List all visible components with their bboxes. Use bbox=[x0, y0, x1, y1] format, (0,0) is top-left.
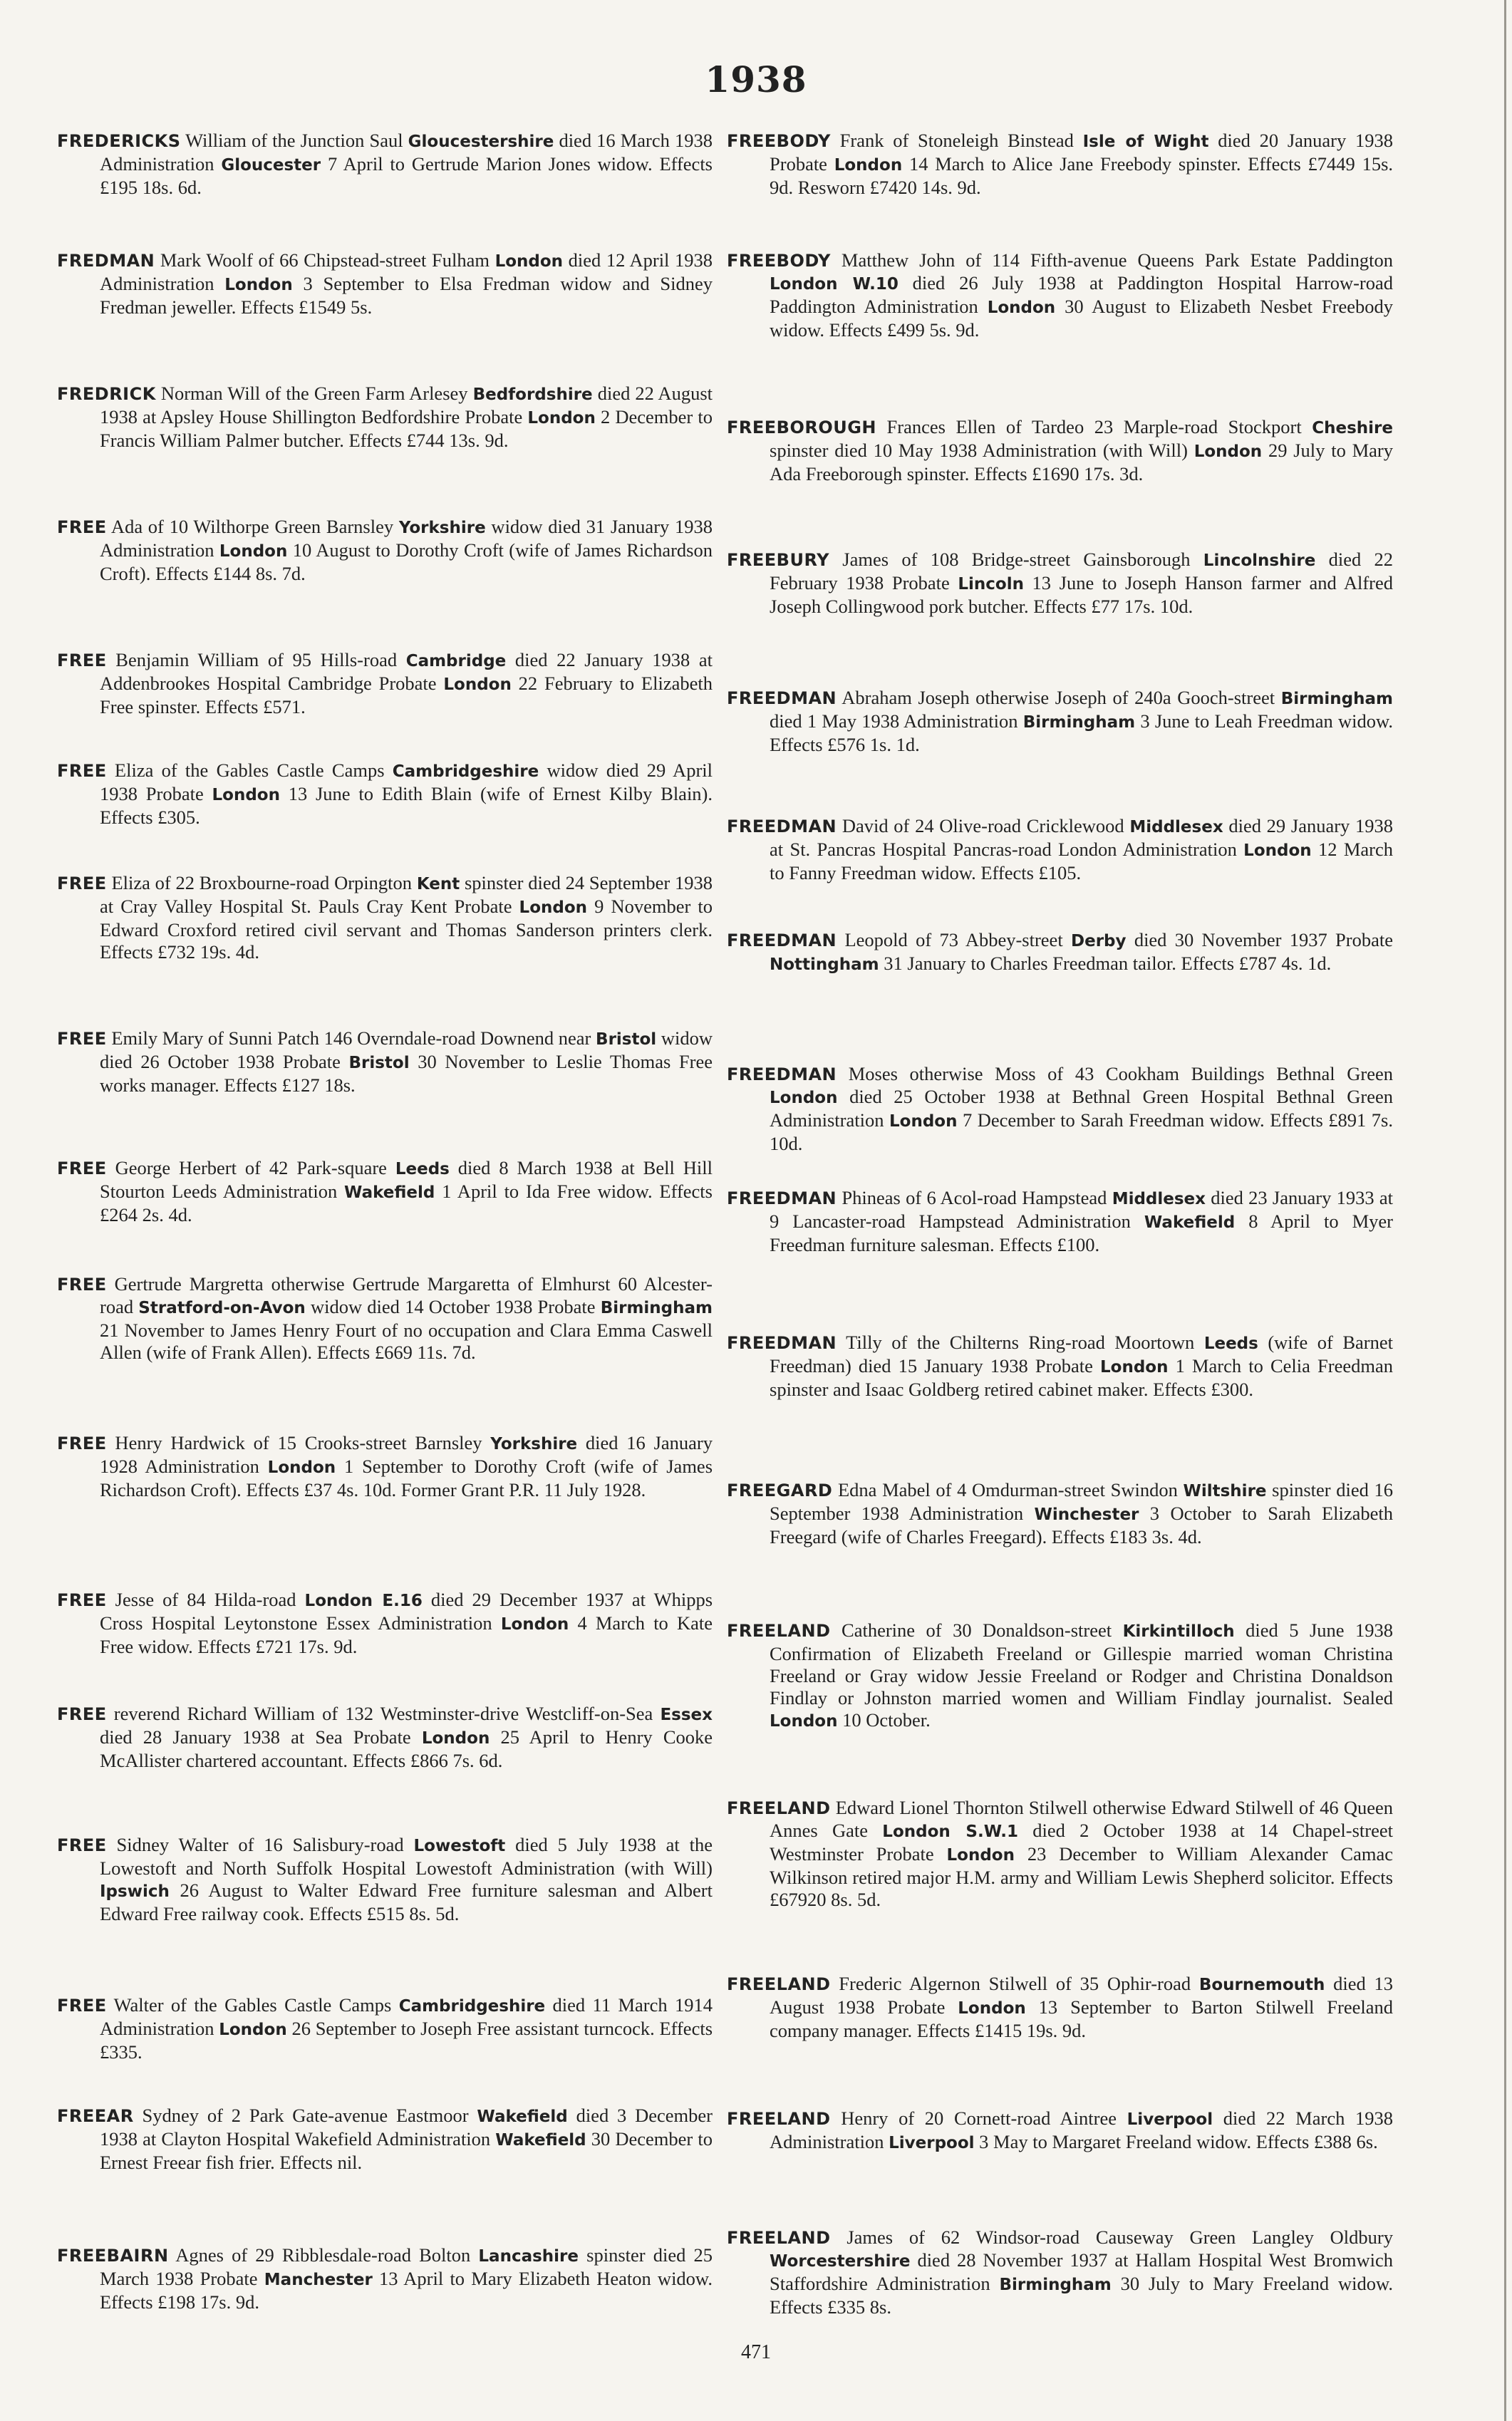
entry-text: Agnes of 29 Ribblesdale-road Bolton bbox=[168, 2244, 479, 2266]
entry-place-bold: London bbox=[770, 1089, 838, 1107]
probate-entry bbox=[727, 130, 1393, 199]
entry-place-bold: Bristol bbox=[348, 1054, 410, 1072]
entry-place-bold: Isle of Wight bbox=[1082, 133, 1209, 151]
entry-place-bold: Bedfordshire bbox=[472, 385, 593, 404]
probate-entry bbox=[727, 1063, 1393, 1155]
probate-entry bbox=[727, 1187, 1393, 1256]
probate-entry bbox=[727, 249, 1393, 341]
entry-place-bold: Liverpool bbox=[1127, 2110, 1213, 2129]
entry-text: James of 108 Bridge-street Gainsborough bbox=[829, 549, 1203, 570]
entry-place-bold: Middlesex bbox=[1112, 1190, 1206, 1208]
entry-surname: FREEBURY bbox=[727, 550, 829, 570]
entry-text: widow died 14 October 1938 Probate bbox=[305, 1296, 601, 1317]
entry-surname: FREEDMAN bbox=[727, 1188, 837, 1208]
entry-text: widow died 26 October 1938 Probate bbox=[100, 1027, 713, 1072]
entry-text: Benjamin William of 95 Hills-road bbox=[106, 649, 406, 670]
probate-entry bbox=[57, 1027, 713, 1097]
entry-text: died 29 December 1937 at Whipps Cross Hospital Leytonstone Essex Administration bbox=[100, 1589, 713, 1634]
entry-text: Norman Will of the Green Farm Arlesey bbox=[155, 383, 473, 404]
entry-text: 25 April to Henry Cooke McAllister chartered accountant. Effects £866 7s. 6d. bbox=[100, 1726, 713, 1771]
entry-text: 4 March to Kate Free widow. Effects £721 17s. 9d. bbox=[100, 1612, 713, 1657]
entry-text: Ada of 10 Wilthorpe Green Barnsley bbox=[106, 516, 399, 537]
entry-surname: FREEDMAN bbox=[727, 930, 837, 950]
probate-entry bbox=[57, 872, 713, 963]
entry-place-bold: Cambridge bbox=[405, 652, 507, 670]
entry-text: Matthew John of 114 Fifth-avenue Queens Park Estate Paddington bbox=[830, 249, 1393, 271]
entry-surname: FREE bbox=[57, 1835, 107, 1855]
entry-text: David of 24 Olive-road Cricklewood bbox=[837, 815, 1130, 836]
entry-place-bold: London bbox=[219, 542, 288, 561]
entry-text: William of the Junction Saul bbox=[180, 130, 408, 151]
entry-surname: FREEBODY bbox=[727, 131, 831, 151]
entry-place-bold: London bbox=[519, 898, 588, 917]
entry-place-bold: Bournemouth bbox=[1198, 1976, 1325, 1994]
entry-text: Henry Hardwick of 15 Crooks-street Barnsley bbox=[106, 1432, 491, 1453]
entry-place-bold: Wakefield bbox=[477, 2108, 568, 2126]
entry-surname: FREEAR bbox=[57, 2106, 134, 2126]
entry-text: Henry of 20 Cornett-road Aintree bbox=[830, 2108, 1127, 2129]
entry-place-bold: London W.10 bbox=[770, 275, 899, 294]
entry-text: reverend Richard William of 132 Westminster-drive Westcliff-on-Sea bbox=[106, 1703, 661, 1724]
entry-text: died 2 October 1938 at 14 Chapel-street Westminster Probate bbox=[770, 1820, 1394, 1865]
entry-place-bold: London bbox=[267, 1458, 336, 1477]
entry-place-bold: Lowestoft bbox=[413, 1837, 506, 1855]
probate-entry bbox=[727, 815, 1393, 884]
entry-place-bold: Wakefield bbox=[495, 2131, 586, 2150]
page-edge-rule bbox=[1504, 0, 1506, 2421]
probate-entry bbox=[727, 2226, 1393, 2318]
entry-place-bold: Gloucester bbox=[221, 156, 321, 175]
entry-place-bold: Leeds bbox=[1203, 1334, 1258, 1353]
entry-place-bold: Bristol bbox=[596, 1030, 657, 1049]
entry-text: George Herbert of 42 Park-square bbox=[106, 1157, 395, 1178]
entry-text: died 5 July 1938 at the Lowestoft and North Suffolk Hospital Lowestoft Administration (with Will) bbox=[100, 1834, 713, 1879]
probate-entry bbox=[57, 760, 713, 829]
probate-entry bbox=[727, 1797, 1393, 1911]
probate-entry bbox=[57, 249, 713, 318]
entry-surname: FREEDMAN bbox=[727, 1064, 837, 1084]
entry-place-bold: Gloucestershire bbox=[408, 133, 554, 151]
entry-text: Phineas of 6 Acol-road Hampstead bbox=[837, 1187, 1112, 1208]
entry-place-bold: Cheshire bbox=[1312, 419, 1393, 437]
probate-entry bbox=[727, 2108, 1393, 2155]
entry-place-bold: Wiltshire bbox=[1183, 1482, 1267, 1500]
entry-text: 29 July to Mary Ada Freeborough spinster. Effects £1690 17s. 3d. bbox=[770, 440, 1393, 484]
entry-place-bold: London bbox=[946, 1846, 1015, 1865]
entry-text: Eliza of 22 Broxbourne-road Orpington bbox=[106, 872, 417, 893]
entry-surname: FREE bbox=[57, 1158, 107, 1178]
entry-text: died 29 January 1938 at St. Pancras Hospital Pancras-road London Administration bbox=[770, 815, 1393, 860]
probate-entry bbox=[57, 1703, 713, 1772]
entry-text: died 12 April 1938 Administration bbox=[100, 249, 713, 294]
entry-surname: FREELAND bbox=[727, 1621, 831, 1641]
entry-surname: FREE bbox=[57, 650, 107, 670]
entry-place-bold: Essex bbox=[660, 1706, 713, 1724]
entry-place-bold: Kent bbox=[416, 875, 460, 893]
entry-place-bold: London bbox=[421, 1729, 490, 1748]
entry-place-bold: Winchester bbox=[1034, 1505, 1139, 1524]
entry-text: Emily Mary of Sunni Patch 146 Overndale-road Downend near bbox=[106, 1027, 596, 1049]
entry-text: 14 March to Alice Jane Freebody spinster. Effects £7449 15s. 9d. Resworn £7420 14s. 9d. bbox=[770, 153, 1394, 198]
entry-surname: FREEDMAN bbox=[727, 1333, 837, 1353]
probate-entry bbox=[727, 549, 1393, 618]
entry-text: died 26 July 1938 at Paddington Hospital Harrow-road Paddington Administration bbox=[770, 272, 1394, 317]
entry-text: died 3 December 1938 at Clayton Hospital Wakefield Administration bbox=[100, 2105, 713, 2150]
entry-text: Abraham Joseph otherwise Joseph of 240a Gooch-street bbox=[837, 687, 1281, 708]
entry-text: 7 December to Sarah Freedman widow. Effects £891 7s. 10d. bbox=[770, 1109, 1393, 1154]
probate-entry bbox=[57, 1157, 713, 1226]
entry-place-bold: London bbox=[219, 2021, 287, 2039]
entry-text: 10 October. bbox=[837, 1709, 931, 1731]
entry-surname: FREE bbox=[57, 1275, 107, 1295]
entry-place-bold: Stratford-on-Avon bbox=[138, 1299, 306, 1317]
entry-text: 10 August to Dorothy Croft (wife of James Richardson Croft). Effects £144 8s. 7d. bbox=[100, 539, 713, 584]
entry-text: Edward Lionel Thornton Stilwell otherwise Edward Stilwell of 46 Queen Annes Gate bbox=[770, 1797, 1393, 1841]
entry-text: 3 October to Sarah Elizabeth Freegard (wife of Charles Freegard). Effects £183 3s. 4d. bbox=[770, 1503, 1394, 1548]
entry-place-bold: London bbox=[987, 299, 1056, 317]
entry-place-bold: Nottingham bbox=[770, 955, 879, 974]
entry-text: 3 May to Margaret Freeland widow. Effects £388 6s. bbox=[974, 2131, 1378, 2152]
entry-text: 13 April to Mary Elizabeth Heaton widow. Effects £198 17s. 9d. bbox=[100, 2268, 713, 2313]
entry-surname: FREELAND bbox=[727, 1798, 831, 1818]
entry-text: 3 June to Leah Freedman widow. Effects £576 1s. 1d. bbox=[770, 710, 1394, 755]
entry-place-bold: Wakefield bbox=[344, 1183, 435, 1202]
probate-entry bbox=[57, 516, 713, 585]
entry-text: died 11 March 1914 Administration bbox=[100, 1994, 713, 2039]
entry-surname: FREELAND bbox=[727, 2109, 831, 2129]
entry-text: 1 September to Dorothy Croft (wife of James Richardson Croft). Effects £37 4s. 10d. Former Grant P.R. 11 July 1928. bbox=[100, 1456, 713, 1500]
probate-entry bbox=[727, 687, 1393, 756]
entry-place-bold: London bbox=[443, 675, 512, 694]
entry-text: spinster died 16 September 1938 Administration bbox=[770, 1479, 1394, 1524]
entry-text: died 22 January 1938 at Addenbrookes Hospital Cambridge Probate bbox=[100, 649, 713, 694]
entry-surname: FREE bbox=[57, 1029, 107, 1049]
page-year-heading: 1938 bbox=[705, 58, 807, 100]
entry-place-bold: Derby bbox=[1071, 932, 1127, 950]
entry-text: died 1 May 1938 Administration bbox=[770, 710, 1023, 732]
entry-surname: FREEGARD bbox=[727, 1481, 833, 1500]
entry-text: Tilly of the Chilterns Ring-road Moortown bbox=[837, 1332, 1204, 1353]
entry-surname: FREELAND bbox=[727, 2228, 831, 2248]
entry-surname: FREEBOROUGH bbox=[727, 418, 877, 437]
entry-text: Catherine of 30 Donaldson-street bbox=[830, 1619, 1123, 1641]
entry-text: 30 July to Mary Freeland widow. Effects £335 8s. bbox=[770, 2273, 1393, 2318]
entry-surname: FREE bbox=[57, 873, 107, 893]
entry-text: Jesse of 84 Hilda-road bbox=[106, 1589, 305, 1610]
entry-place-bold: London bbox=[770, 1712, 838, 1731]
entry-text: 22 February to Elizabeth Free spinster. Effects £571. bbox=[100, 673, 713, 717]
entry-text: Gertrude Margretta otherwise Gertrude Margaretta of Elmhurst 60 Alcester-road bbox=[100, 1273, 713, 1317]
entry-place-bold: London bbox=[224, 276, 293, 294]
entry-place-bold: Kirkintilloch bbox=[1122, 1622, 1235, 1641]
entry-text: died 22 March 1938 Administration bbox=[770, 2108, 1393, 2152]
entry-text: 13 June to Edith Blain (wife of Ernest Kilby Blain). Effects £305. bbox=[100, 783, 713, 828]
entry-text: died 5 June 1938 Confirmation of Elizabeth Freeland or Gillespie married woman Christina Freeland or Gray widow Jessie Freeland or Rodger and Christina Donaldson Findlay or Johnston married women and William Findlay journalist. Sealed bbox=[770, 1619, 1394, 1709]
entry-text: Sydney of 2 Park Gate-avenue Eastmoor bbox=[133, 2105, 477, 2126]
entry-text: (wife of Barnet Freedman) died 15 January 1938 Probate bbox=[770, 1332, 1393, 1377]
entry-surname: FREE bbox=[57, 517, 107, 537]
entry-text: 31 January to Charles Freedman tailor. Effects £787 4s. 1d. bbox=[879, 953, 1332, 974]
entry-text: widow died 31 January 1938 Administration bbox=[100, 516, 713, 561]
entry-surname: FREE bbox=[57, 1996, 107, 2016]
probate-entry bbox=[57, 383, 713, 452]
entry-place-bold: Manchester bbox=[264, 2271, 373, 2289]
entry-place-bold: London bbox=[834, 156, 903, 175]
entry-text: Mark Woolf of 66 Chipstead-street Fulham bbox=[155, 249, 495, 271]
entry-place-bold: Liverpool bbox=[889, 2134, 975, 2152]
probate-entry bbox=[727, 1332, 1393, 1401]
entry-surname: FREDERICKS bbox=[57, 131, 181, 151]
entry-place-bold: Wakefield bbox=[1144, 1213, 1236, 1232]
entry-text: James of 62 Windsor-road Causeway Green Langley Oldbury bbox=[830, 2226, 1393, 2248]
probate-entry bbox=[57, 1834, 713, 1925]
entry-place-bold: Birmingham bbox=[1280, 690, 1393, 708]
probate-entry bbox=[727, 1973, 1393, 2042]
entry-text: Walter of the Gables Castle Camps bbox=[106, 1994, 399, 2016]
entry-surname: FREE bbox=[57, 761, 107, 781]
entry-text: spinster died 10 May 1938 Administration (with Will) bbox=[770, 440, 1194, 461]
entry-surname: FREEDMAN bbox=[727, 688, 837, 708]
entry-text: died 8 March 1938 at Bell Hill Stourton Leeds Administration bbox=[100, 1157, 713, 1202]
entry-place-bold: London bbox=[494, 252, 564, 271]
probate-entry bbox=[57, 649, 713, 718]
probate-entry bbox=[57, 2105, 713, 2174]
entry-place-bold: Lincoln bbox=[958, 575, 1024, 593]
probate-entry bbox=[57, 1994, 713, 2063]
entry-text: 13 September to Barton Stilwell Freeland company manager. Effects £1415 19s. 9d. bbox=[770, 1996, 1393, 2041]
entry-surname: FREELAND bbox=[727, 1974, 831, 1994]
entry-text: 21 November to James Henry Fourt of no occupation and Clara Emma Caswell Allen (wife of Frank Allen). Effects £669 11s. 7d. bbox=[100, 1320, 713, 1363]
entry-surname: FREDMAN bbox=[57, 251, 155, 271]
entry-surname: FREEDMAN bbox=[727, 816, 837, 836]
entry-text: Moses otherwise Moss of 43 Cookham Buildings Bethnal Green bbox=[837, 1063, 1393, 1084]
entry-text: Edna Mabel of 4 Omdurman-street Swindon bbox=[832, 1479, 1184, 1500]
entry-place-bold: Birmingham bbox=[600, 1299, 713, 1317]
entry-text: 30 August to Elizabeth Nesbet Freebody widow. Effects £499 5s. 9d. bbox=[770, 296, 1393, 341]
probate-entry bbox=[57, 130, 713, 199]
entry-text: died 13 August 1938 Probate bbox=[770, 1973, 1393, 2018]
entry-place-bold: London bbox=[212, 786, 280, 804]
entry-place-bold: London bbox=[527, 409, 596, 427]
entry-text: 12 March to Fanny Freedman widow. Effects £105. bbox=[770, 839, 1393, 883]
entry-place-bold: Lincolnshire bbox=[1203, 551, 1316, 570]
entry-text: 1 March to Celia Freedman spinster and Isaac Goldberg retired cabinet maker. Effects £300. bbox=[770, 1355, 1393, 1400]
probate-entry bbox=[727, 1479, 1393, 1548]
entry-text: 3 September to Elsa Fredman widow and Sidney Fredman jeweller. Effects £1549 5s. bbox=[100, 273, 713, 318]
entry-text: Frederic Algernon Stilwell of 35 Ophir-road bbox=[830, 1973, 1199, 1994]
entry-text: died 25 October 1938 at Bethnal Green Hospital Bethnal Green Administration bbox=[770, 1086, 1393, 1131]
entry-surname: FREE bbox=[57, 1434, 107, 1453]
entry-place-bold: Ipswich bbox=[100, 1882, 170, 1901]
entry-text: died 28 November 1937 at Hallam Hospital West Bromwich Staffordshire Administration bbox=[770, 2249, 1393, 2294]
entry-text: 1 April to Ida Free widow. Effects £264 2s. 4d. bbox=[100, 1181, 713, 1225]
entry-place-bold: London bbox=[1193, 442, 1263, 461]
entry-text: 2 December to Francis William Palmer butcher. Effects £744 13s. 9d. bbox=[100, 406, 713, 451]
entry-place-bold: London S.W.1 bbox=[882, 1823, 1018, 1841]
entry-text: spinster died 24 September 1938 at Cray Valley Hospital St. Pauls Cray Kent Probate bbox=[100, 872, 713, 917]
entry-place-bold: Birmingham bbox=[1022, 713, 1136, 732]
entry-text: died 16 March 1938 Administration bbox=[100, 130, 713, 175]
entry-place-bold: London bbox=[1100, 1358, 1169, 1377]
entry-text: Frank of Stoneleigh Binstead bbox=[830, 130, 1083, 151]
entry-surname: FREDRICK bbox=[57, 384, 156, 404]
entry-place-bold: Yorkshire bbox=[490, 1435, 578, 1453]
entry-text: 13 June to Joseph Hanson farmer and Alfred Joseph Collingwood pork butcher. Effects £77 17s. 10d. bbox=[770, 572, 1393, 617]
probate-entry bbox=[57, 2244, 713, 2313]
entry-text: died 22 August 1938 at Apsley House Shillington Bedfordshire Probate bbox=[100, 383, 713, 427]
entry-text: died 28 January 1938 at Sea Probate bbox=[100, 1726, 422, 1748]
entry-text: died 30 November 1937 Probate bbox=[1126, 929, 1393, 950]
entry-place-bold: Worcestershire bbox=[770, 2252, 911, 2271]
page-number: 471 bbox=[741, 2341, 771, 2363]
entry-text: widow died 29 April 1938 Probate bbox=[100, 760, 713, 804]
probate-entry bbox=[727, 929, 1393, 976]
entry-text: Sidney Walter of 16 Salisbury-road bbox=[106, 1834, 414, 1855]
probate-entry bbox=[57, 1589, 713, 1658]
entry-place-bold: London bbox=[958, 1999, 1026, 2018]
entry-text: 8 April to Myer Freedman furniture salesman. Effects £100. bbox=[770, 1210, 1393, 1255]
entry-place-bold: London E.16 bbox=[304, 1592, 423, 1610]
entry-place-bold: Cambridgeshire bbox=[398, 1997, 546, 2016]
entry-text: 7 April to Gertrude Marion Jones widow. Effects £195 18s. 6d. bbox=[100, 153, 713, 198]
entry-text: Eliza of the Gables Castle Camps bbox=[106, 760, 393, 781]
entry-place-bold: London bbox=[1243, 841, 1312, 860]
probate-entry bbox=[57, 1273, 713, 1364]
entry-surname: FREEBODY bbox=[727, 251, 831, 271]
entry-place-bold: Yorkshire bbox=[398, 519, 486, 537]
entry-text: 30 November to Leslie Thomas Free works manager. Effects £127 18s. bbox=[100, 1051, 713, 1096]
entry-text: 9 November to Edward Croxford retired civil servant and Thomas Sanderson printers clerk. Effects £732 19s. 4d. bbox=[100, 896, 713, 963]
entry-surname: FREEBAIRN bbox=[57, 2246, 169, 2266]
probate-entry bbox=[727, 416, 1393, 485]
entry-text: died 20 January 1938 Probate bbox=[770, 130, 1393, 175]
entry-text: 30 December to Ernest Freear fish frier. Effects nil. bbox=[100, 2128, 713, 2173]
entry-place-bold: London bbox=[500, 1615, 569, 1634]
entry-place-bold: Birmingham bbox=[999, 2276, 1112, 2294]
probate-entry bbox=[57, 1432, 713, 1501]
entry-surname: FREE bbox=[57, 1590, 107, 1610]
entry-text: 26 September to Joseph Free assistant turncock. Effects £335. bbox=[100, 2018, 713, 2063]
probate-entry bbox=[727, 1619, 1393, 1733]
entry-text: spinster died 25 March 1938 Probate bbox=[100, 2244, 713, 2289]
entry-text: 23 December to William Alexander Camac Wilkinson retired major H.M. army and William Lewis Shepherd solicitor. Effects £67920 8s. 5d. bbox=[770, 1843, 1393, 1910]
entry-text: died 16 January 1928 Administration bbox=[100, 1432, 713, 1477]
entry-place-bold: London bbox=[889, 1112, 958, 1131]
entry-surname: FREE bbox=[57, 1704, 107, 1724]
entry-place-bold: Lancashire bbox=[478, 2247, 579, 2266]
entry-place-bold: Leeds bbox=[395, 1160, 450, 1178]
entry-place-bold: Cambridgeshire bbox=[392, 762, 539, 781]
entry-text: died 22 February 1938 Probate bbox=[770, 549, 1393, 593]
entry-place-bold: Middlesex bbox=[1129, 818, 1223, 836]
entry-text: died 23 January 1933 at 9 Lancaster-road Hampstead Administration bbox=[770, 1187, 1393, 1232]
entry-text: Leopold of 73 Abbey-street bbox=[837, 929, 1071, 950]
entry-text: Frances Ellen of Tardeo 23 Marple-road Stockport bbox=[876, 416, 1312, 437]
entry-text: 26 August to Walter Edward Free furniture salesman and Albert Edward Free railway cook. Effects £515 8s. 5d. bbox=[100, 1880, 713, 1924]
